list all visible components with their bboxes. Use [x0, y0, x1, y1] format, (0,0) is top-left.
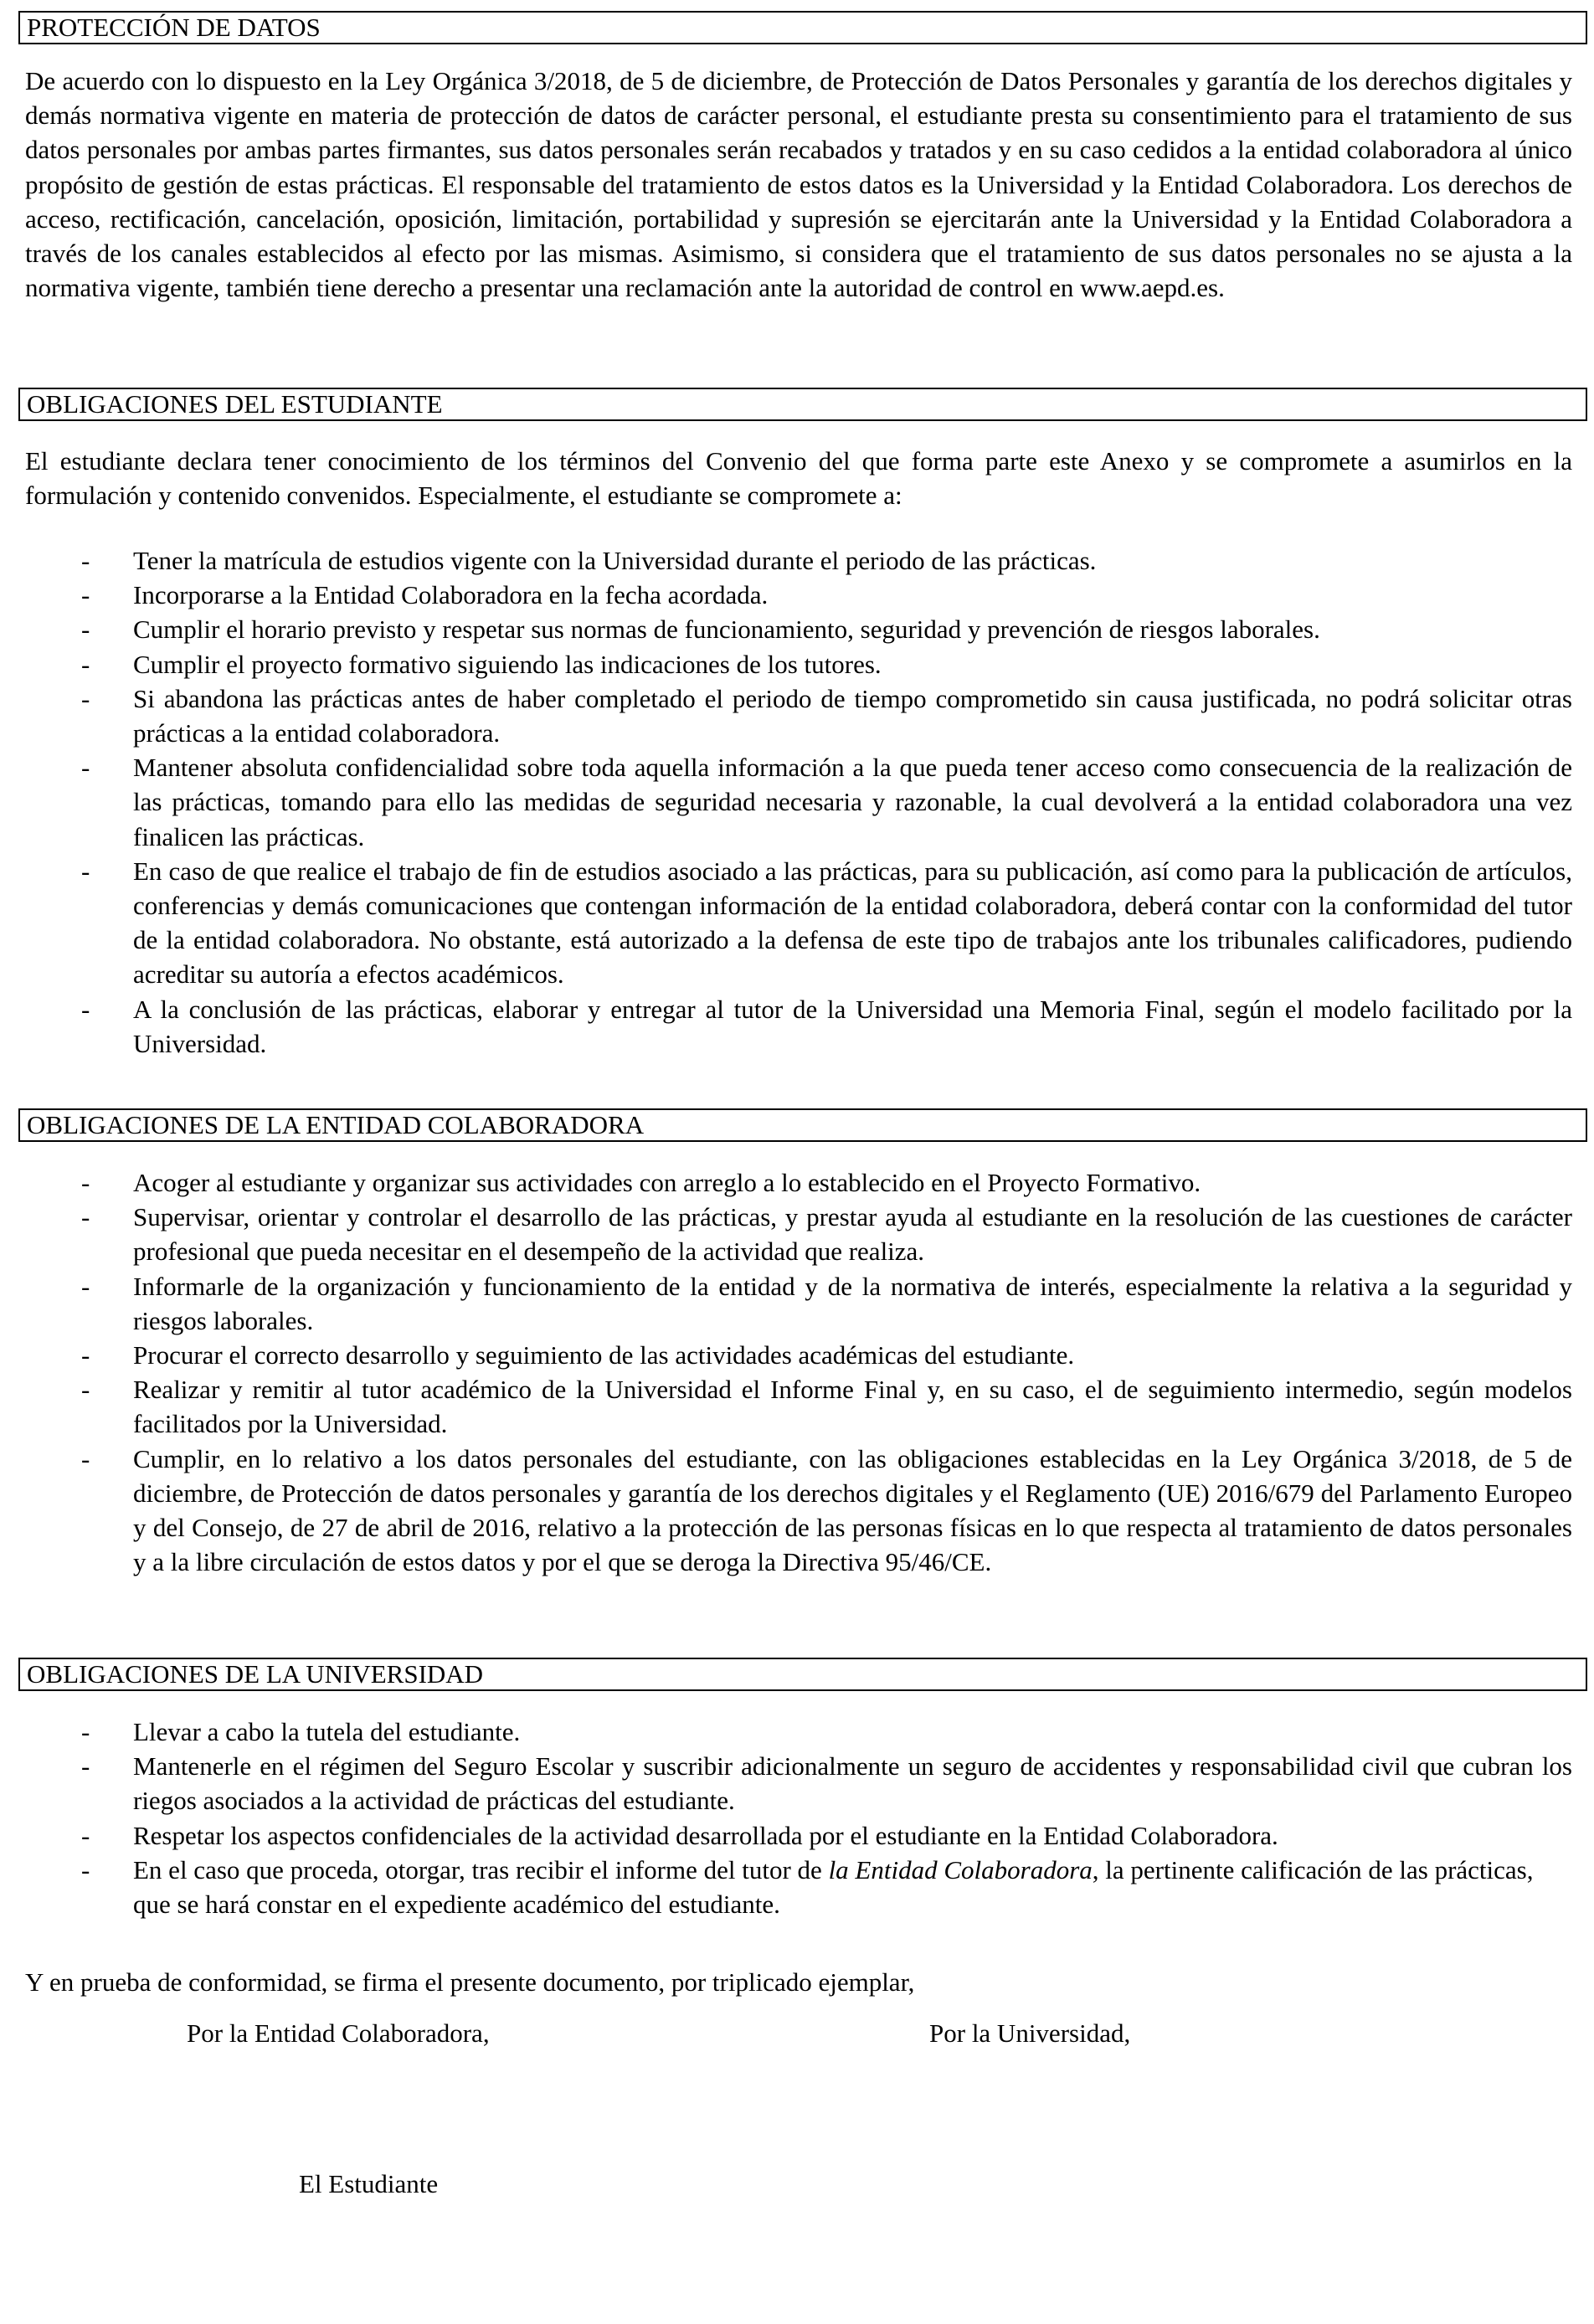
list-item	[0, 1442, 1572, 1580]
signature-entidad-label: Por la Entidad Colaboradora,	[187, 2018, 490, 2048]
list-item-text-before: En el caso que proceda, otorgar, tras recibir el informe del tutor de	[133, 1854, 829, 1884]
list-item-text: En caso de que realice el trabajo de fin de estudios asociado a las prácticas, para su publicación, así como para la publicación de artículos, conferencias y demás comunicaciones que contengan información de la entidad colaboradora, deberá contar con la conformidad del tutor de la entidad colaboradora. No obstante, está autorizado a la defensa de este tipo de trabajos ante los tribunales calificadores, pudiendo acreditar su autoría a efectos académicos.	[133, 856, 1572, 990]
section-heading-obligaciones-universidad: OBLIGACIONES DE LA UNIVERSIDAD	[18, 1658, 1587, 1691]
closing-statement: Y en prueba de conformidad, se firma el presente documento, por triplicado ejemplar,	[25, 1967, 915, 1997]
obligaciones-estudiante-list	[0, 543, 1594, 1061]
list-item-text: Tener la matrícula de estudios vigente con la Universidad durante el periodo de las prácticas.	[133, 546, 1097, 575]
list-item	[0, 612, 1572, 646]
bullet-dash: -	[81, 1820, 90, 1850]
bullet-dash: -	[81, 1751, 90, 1782]
list-item-text: Respetar los aspectos confidenciales de la actividad desarrollada por el estudiante en la Entidad Colaboradora.	[133, 1820, 1278, 1850]
obligaciones-estudiante-paragraph: El estudiante declara tener conocimiento de los términos del Convenio del que forma parte este Anexo y se compromete a asumirlos en la formulación y contenido convenidos. Especialmente, el estudiante se compromete a:	[25, 446, 1572, 511]
bullet-dash: -	[81, 1375, 90, 1405]
signature-estudiante-label: El Estudiante	[299, 2169, 439, 2198]
bullet-dash: -	[81, 546, 90, 575]
bullet-dash: -	[81, 683, 90, 713]
list-item-text: Cumplir el horario previsto y respetar sus normas de funcionamiento, seguridad y prevención de riesgos laborales.	[133, 614, 1320, 645]
bullet-dash: -	[81, 1443, 90, 1473]
section-heading-obligaciones-estudiante: OBLIGACIONES DEL ESTUDIANTE	[18, 388, 1587, 421]
list-item-text: Realizar y remitir al tutor académico de la Universidad el Informe Final y, en su caso, el de seguimiento intermedio, según modelos facilitados por la Universidad.	[133, 1375, 1572, 1439]
list-item	[0, 1372, 1572, 1441]
list-item	[0, 1749, 1572, 1818]
bullet-dash: -	[81, 994, 90, 1024]
list-item	[0, 1853, 1572, 1921]
list-item	[0, 681, 1572, 750]
list-item	[0, 647, 1572, 681]
list-item	[0, 1715, 1572, 1749]
list-item-text: Informarle de la organización y funcionamiento de la entidad y de la normativa de interés, especialmente la relativa a la seguridad y riesgos laborales.	[133, 1271, 1572, 1335]
proteccion-datos-paragraph: De acuerdo con lo dispuesto en la Ley Orgánica 3/2018, de 5 de diciembre, de Protección de Datos Personales y garantía de los derechos digitales y demás normativa vigente en materia de protección de datos de carácter personal, el estudiante presta su consentimiento para el tratamiento de sus datos personales por ambas partes firmantes, sus datos personales serán recabados y tratados y en su caso cedidos a la entidad colaboradora al único propósito de gestión de estas prácticas. El responsable del tratamiento de estos datos es la Universidad y la Entidad Colaboradora. Los derechos de acceso, rectificación, cancelación, oposición, limitación, portabilidad y supresión se ejercitarán ante la Universidad y la Entidad Colaboradora a través de los canales establecidos al efecto por las mismas. Asimismo, si considera que el tratamiento de sus datos personales no se ajusta a la normativa vigente, también tiene derecho a presentar una reclamación ante la autoridad de control en www.aepd.es.	[25, 66, 1572, 303]
bullet-dash: -	[81, 753, 90, 783]
list-item-text-italic: la Entidad Colaboradora	[828, 1854, 1093, 1884]
list-item	[0, 1165, 1572, 1200]
bullet-dash: -	[81, 649, 90, 679]
obligaciones-universidad-list	[0, 1715, 1594, 1921]
list-item	[0, 1338, 1572, 1372]
bullet-dash: -	[81, 856, 90, 886]
list-item-text: Acoger al estudiante y organizar sus actividades con arreglo a lo establecido en el Proyecto Formativo.	[133, 1168, 1201, 1197]
list-item-text: Llevar a cabo la tutela del estudiante.	[133, 1717, 521, 1746]
list-item-text: Cumplir, en lo relativo a los datos personales del estudiante, con las obligaciones establecidas en la Ley Orgánica 3/2018, de 5 de diciembre, de Protección de datos personales y garantía de los derechos digitales y el Reglamento (UE) 2016/679 del Parlamento Europeo y del Consejo, de 27 de abril de 2016, relativo a la protección de las personas físicas en lo que respecta al tratamiento de datos personales y a la libre circulación de estos datos y por el que se deroga la Directiva 95/46/CE.	[133, 1443, 1572, 1577]
bullet-dash: -	[81, 1271, 90, 1301]
list-item-text: Mantener absoluta confidencialidad sobre toda aquella información a la que pueda tener acceso como consecuencia de la realización de las prácticas, tomando para ello las medidas de seguridad necesaria y razonable, la cual devolverá a la entidad colaboradora una vez finalicen las prácticas.	[133, 753, 1572, 851]
list-item-text-after: , la pertinente calificación de las prácticas, que se hará constar en el expediente académico del estudiante.	[133, 1854, 1534, 1920]
list-item	[0, 750, 1572, 854]
list-item-text: Supervisar, orientar y controlar el desarrollo de las prácticas, y prestar ayuda al estudiante en la resolución de las cuestiones de carácter profesional que pueda necesitar en el desempeño de la actividad que realiza.	[133, 1202, 1572, 1267]
signature-universidad-label: Por la Universidad,	[929, 2018, 1131, 2048]
bullet-dash: -	[81, 614, 90, 645]
list-item-text: Cumplir el proyecto formativo siguiendo las indicaciones de los tutores.	[133, 649, 882, 679]
section-heading-obligaciones-entidad: OBLIGACIONES DE LA ENTIDAD COLABORADORA	[18, 1108, 1587, 1142]
list-item-text: Incorporarse a la Entidad Colaboradora en la fecha acordada.	[133, 580, 769, 610]
list-item-text: Mantenerle en el régimen del Seguro Escolar y suscribir adicionalmente un seguro de accidentes y responsabilidad civil que cubran los riegos asociados a la actividad de prácticas del estudiante.	[133, 1751, 1572, 1816]
bullet-dash: -	[81, 1202, 90, 1232]
bullet-dash: -	[81, 1340, 90, 1370]
list-item	[0, 992, 1572, 1061]
bullet-dash: -	[81, 1717, 90, 1746]
list-item	[0, 1818, 1572, 1853]
list-item	[0, 1269, 1572, 1338]
bullet-dash: -	[81, 1168, 90, 1197]
bullet-dash: -	[81, 580, 90, 610]
list-item	[0, 578, 1572, 612]
list-item-text: Procurar el correcto desarrollo y seguimiento de las actividades académicas del estudiante.	[133, 1340, 1075, 1370]
list-item	[0, 543, 1572, 578]
list-item	[0, 1200, 1572, 1268]
list-item	[0, 854, 1572, 992]
bullet-dash: -	[81, 1854, 90, 1884]
obligaciones-entidad-list	[0, 1165, 1594, 1579]
list-item-text: Si abandona las prácticas antes de haber completado el periodo de tiempo comprometido sin causa justificada, no podrá solicitar otras prácticas a la entidad colaboradora.	[133, 683, 1572, 748]
section-heading-proteccion-datos: PROTECCIÓN DE DATOS	[18, 11, 1587, 44]
list-item-text: A la conclusión de las prácticas, elaborar y entregar al tutor de la Universidad una Memoria Final, según el modelo facilitado por la Universidad.	[133, 994, 1572, 1058]
